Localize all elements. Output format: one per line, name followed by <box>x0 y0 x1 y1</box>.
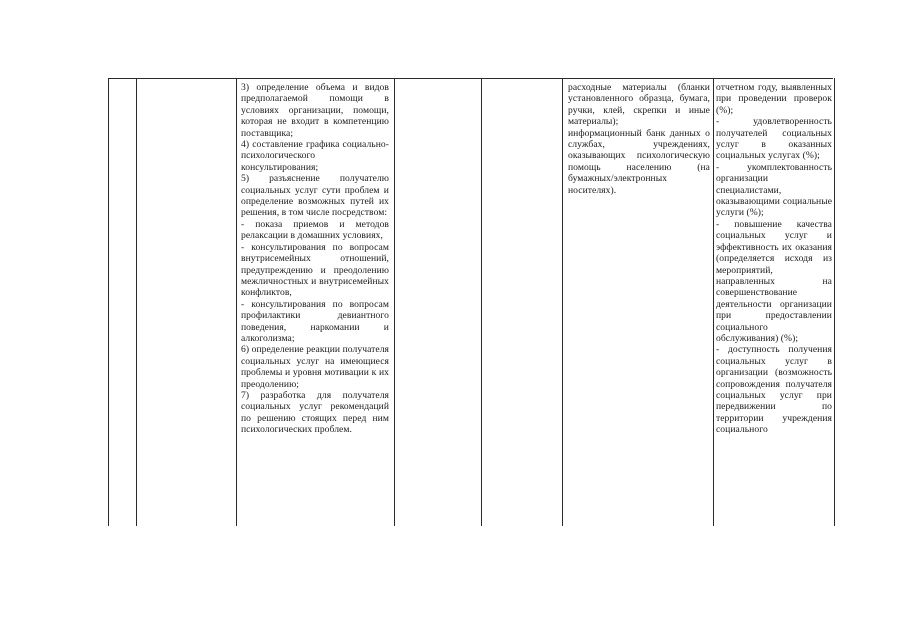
indicator-item: - доступность получения социальных услуг в организации (возможность сопровождения получателя социальных услуг при передвижении по территории учреждения социального <box>716 344 832 436</box>
materials-item: информационный банк данных о службах, учреждениях, оказывающих психологическую помощь населению (на бумажных/электронных носителях). <box>568 127 710 196</box>
materials-cell <box>568 82 710 196</box>
indicator-item: - удовлетворенность получателей социальных услуг в оказанных социальных услугах (%); <box>716 116 832 162</box>
table-border-2 <box>136 78 137 526</box>
services-item: - консультирования по вопросам внутрисемейных отношений, предупреждению и преодолению межличностных и внутрисемейных конфликтов, <box>241 241 389 299</box>
table-border-7 <box>713 78 714 526</box>
services-item: 5) разъяснение получателю социальных услуг сути проблем и определение возможных путей их решения, в том числе посредством: <box>241 173 389 219</box>
services-item: - консультирования по вопросам профилактики девиантного поведения, наркомании и алкоголизма; <box>241 298 389 344</box>
materials-item: расходные материалы (бланки установленного образца, бумага, ручки, клей, скрепки и иные материалы); <box>568 82 710 128</box>
table-border-4 <box>394 78 395 526</box>
indicator-item: отчетном году, выявленных при проведении проверок (%); <box>716 82 832 116</box>
services-item: 6) определение реакции получателя социальных услуг на имеющиеся проблемы и уровня мотивации к их преодолению; <box>241 344 389 390</box>
services-item: 7) разработка для получателя социальных услуг рекомендаций по решению стоящих перед ним психологических проблем. <box>241 389 389 436</box>
quality-indicators-cell <box>716 82 832 436</box>
services-item: 3) определение объема и видов предполагаемой помощи в условиях организации, помощи, которая не входит в компетенцию поставщика; <box>241 82 389 139</box>
table-border-3 <box>236 78 237 526</box>
services-item: 4) составление графика социально-психологического консультирования; <box>241 139 389 173</box>
indicator-item: - укомплектованность организации специалистами, оказывающими социальные услуги (%); <box>716 161 832 219</box>
services-item: - показа приемов и методов релаксации в домашних условиях, <box>241 218 389 242</box>
services-description-cell <box>241 82 389 436</box>
table-border-6 <box>562 78 563 526</box>
table-border-1 <box>108 78 109 526</box>
table-top-border <box>108 78 833 79</box>
indicator-item: - повышение качества социальных услуг и эффективность их оказания (определяется исходя из мероприятий, направленных на совершенствование деятельности организации при предоставлении социального обслуживания) (%); <box>716 218 832 344</box>
table-border-8 <box>834 78 835 526</box>
table-border-5 <box>481 78 482 526</box>
